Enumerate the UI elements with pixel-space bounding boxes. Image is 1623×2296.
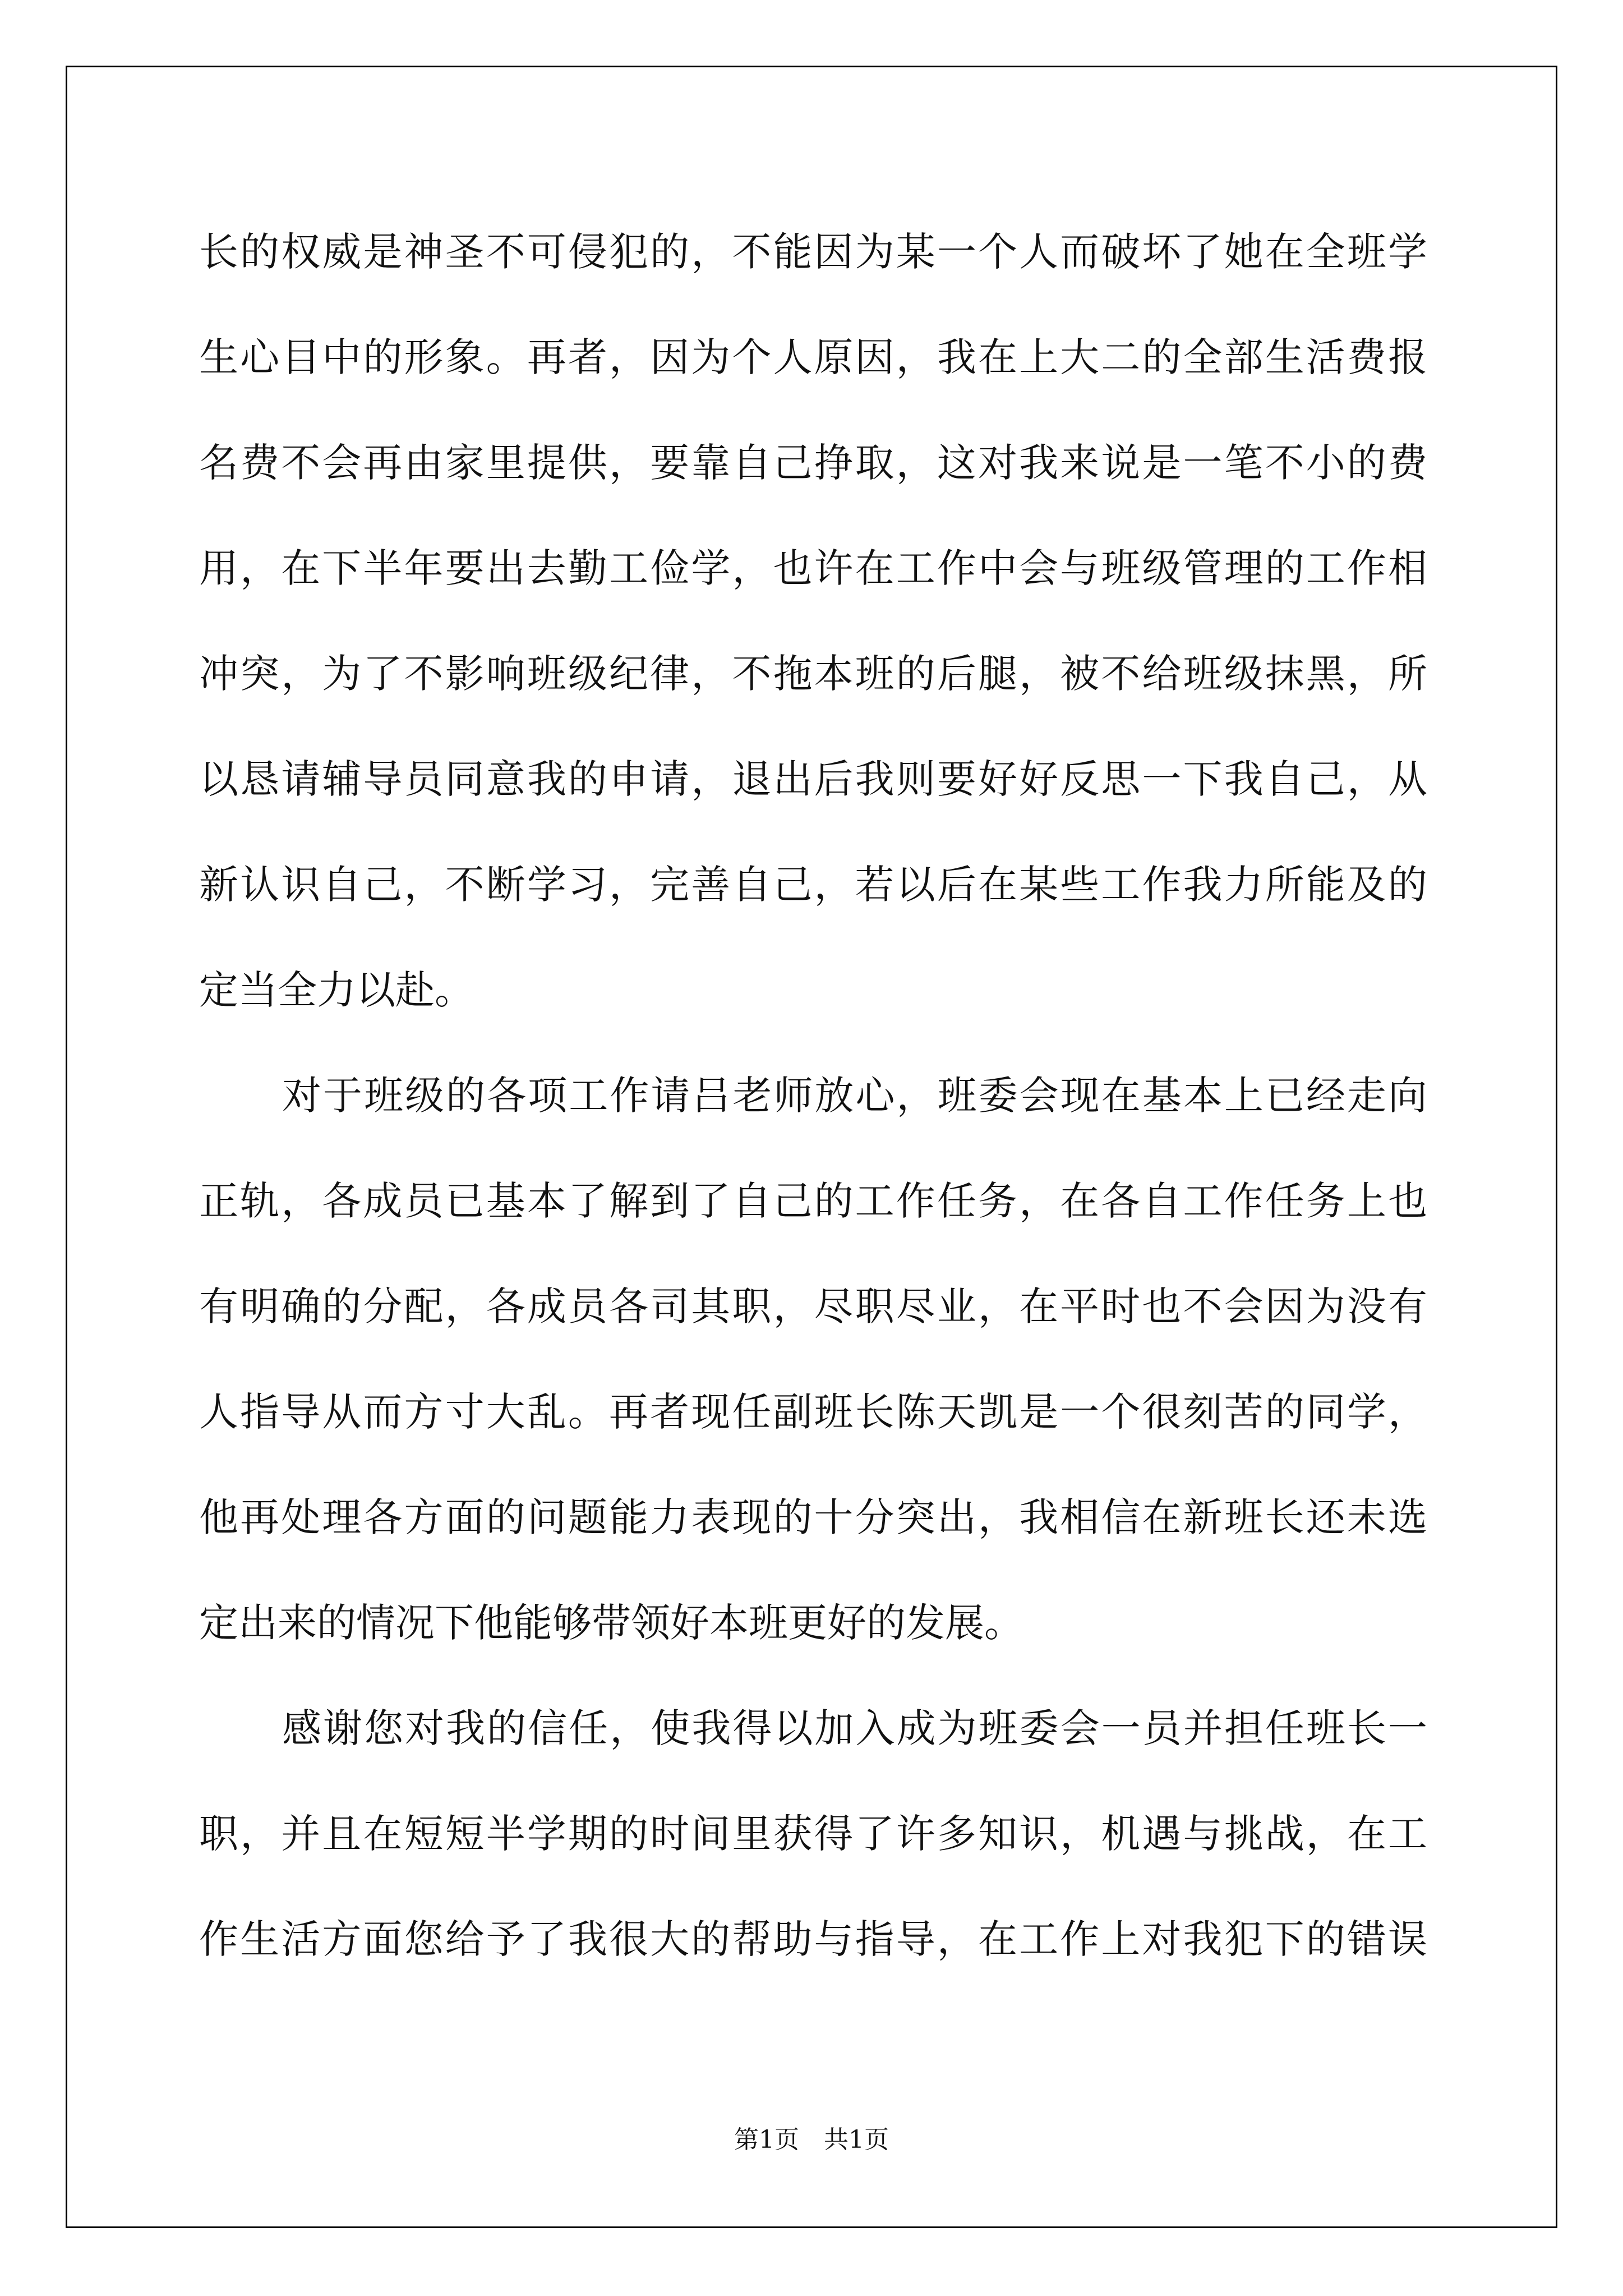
page-number: 第1页 xyxy=(734,2125,799,2154)
text-line: 新认识自己，不断学习，完善自己，若以后在某些工作我力所能及的 xyxy=(199,862,1427,908)
text-line: 生心目中的形象。再者，因为个人原因，我在上大二的全部生活费报 xyxy=(199,334,1427,380)
text-line: 以恳请辅导员同意我的申请，退出后我则要好好反思一下我自己，从 xyxy=(199,756,1427,802)
document-body xyxy=(199,199,1427,1992)
text-line: 名费不会再由家里提供，要靠自己挣取，这对我来说是一笔不小的费 xyxy=(199,440,1427,486)
text-line: 他再处理各方面的问题能力表现的十分突出，我相信在新班长还未选 xyxy=(199,1494,1427,1540)
text-line: 定出来的情况下他能够带领好本班更好的发展。 xyxy=(199,1600,1023,1646)
text-line: 用，在下半年要出去勤工俭学，也许在工作中会与班级管理的工作相 xyxy=(199,545,1427,591)
text-line: 定当全力以赴。 xyxy=(199,967,474,1013)
page-footer xyxy=(0,2123,1623,2157)
text-line: 正轨，各成员已基本了解到了自己的工作任务，在各自工作任务上也 xyxy=(199,1178,1427,1224)
text-line: 职，并且在短短半学期的时间里获得了许多知识，机遇与挑战，在工 xyxy=(199,1811,1427,1857)
text-line: 冲突，为了不影响班级纪律，不拖本班的后腿，被不给班级抹黑，所 xyxy=(199,651,1427,697)
text-line: 有明确的分配，各成员各司其职，尽职尽业，在平时也不会因为没有 xyxy=(199,1283,1427,1329)
text-line: 人指导从而方寸大乱。再者现任副班长陈天凯是一个很刻苦的同学， xyxy=(199,1389,1427,1435)
text-line: 作生活方面您给予了我很大的帮助与指导，在工作上对我犯下的错误 xyxy=(199,1916,1427,1962)
text-line: 长的权威是神圣不可侵犯的，不能因为某一个人而破坏了她在全班学 xyxy=(199,229,1427,275)
paragraph-first-line: 对于班级的各项工作请吕老师放心，班委会现在基本上已经走向 xyxy=(282,1073,1427,1119)
paragraph-first-line: 感谢您对我的信任，使我得以加入成为班委会一员并担任班长一 xyxy=(282,1705,1427,1751)
page-total: 共1页 xyxy=(824,2125,889,2154)
